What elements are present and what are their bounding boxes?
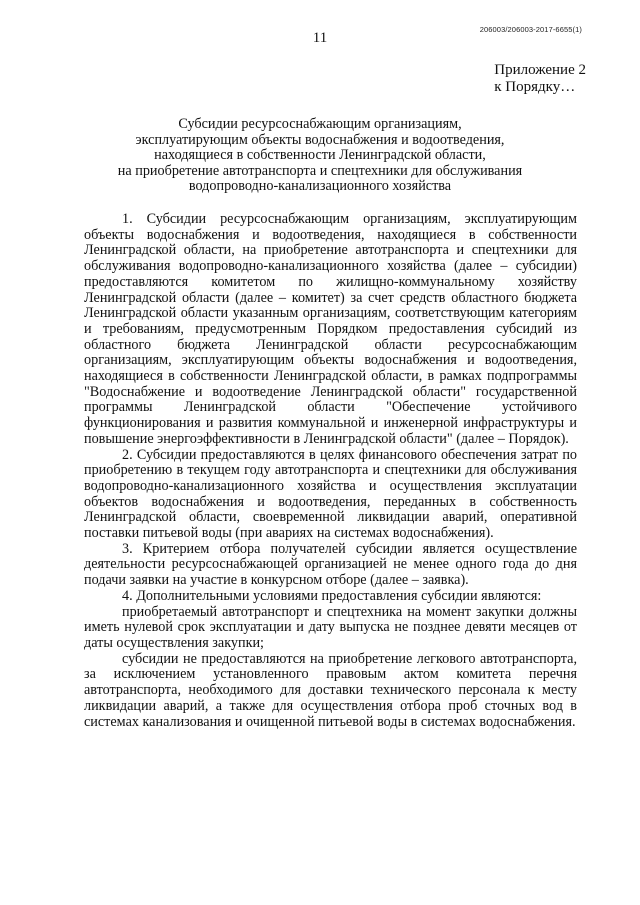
paragraph: 3. Критерием отбора получателей субсидии является осуществление деятельности ресурсоснабжающей организацией не менее одного года до дня подачи заявки на участие в конкурсном отборе (далее – заявка). [84,540,577,589]
appendix-header [494,62,586,96]
paragraph: приобретаемый автотранспорт и спецтехника на момент закупки должны иметь нулевой срок эксплуатации и дату выпуска не позднее девяти месяцев от даты осуществления закупки; [84,603,577,651]
title-line: эксплуатирующим объекты водоснабжения и водоотведения, [135,131,505,148]
paragraph: субсидии не предоставляются на приобретение легкового автотранспорта, за исключением установленного правовым актом комитета перечня автотранспорта, необходимого для доставки технического персонала к месту ликвидации аварий, а также для осуществления отбора проб сточных вод в системах канализования и очищенной питьевой воды в системах водоснабжения. [84,650,577,730]
paragraph: 4. Дополнительными условиями предоставления субсидии являются: [122,587,542,604]
paragraph: 1. Субсидии ресурсоснабжающим организациям, эксплуатирующим объекты водоснабжения и водоотведения, находящиеся в собственности Ленинградской области, на приобретение автотранспорта и спецтехники для обслуживания водопроводно-канализационного хозяйства (далее – субсидии) предоставляются комитетом по жилищно-коммунальному хозяйству Ленинградской области (далее – комитет) за счет средств областного бюджета Ленинградской области указанным организациям, соответствующим категориям и требованиям, предусмотренным Порядком предоставления субсидий из областного бюджета Ленинградской области ресурсоснабжающим организациям, эксплуатирующим объекты водоснабжения и водоотведения, находящиеся в собственности Ленинградской области, в рамках подпрограммы "Водоснабжение и водоотведение Ленинградской области" государственной программы Ленинградской области "Обеспечение устойчивого функционирования и развития коммунальной и инженерной инфраструктуры и повышение энергоэффективности в Ленинградской области" (далее – Порядок). [84,211,577,447]
appendix-line: к Порядку… [494,79,576,95]
document-body [84,212,577,730]
paragraph: 2. Субсидии предоставляются в целях финансового обеспечения затрат по приобретению в текущем году автотранспорта и спецтехники для обслуживания водопроводно-канализационного хозяйства и осуществления эксплуатации объектов водоснабжения и водоотведения, переданных в собственность Ленинградской области, своевременной ликвидации аварий, оперативной поставки питьевой воды (при авариях на системах водоснабжения). [84,446,577,542]
document-title [80,117,560,195]
title-line: на приобретение автотранспорта и спецтехники для обслуживания [117,162,523,179]
page-number: 11 [312,30,328,46]
appendix-line: Приложение 2 [494,62,586,78]
document-id: 206003/206003-2017-6655(1) [479,25,582,34]
title-line: находящиеся в собственности Ленинградской области, [154,147,486,164]
title-line: Субсидии ресурсоснабжающим организациям, [178,116,462,132]
title-line: водопроводно-канализационного хозяйства [188,178,452,195]
